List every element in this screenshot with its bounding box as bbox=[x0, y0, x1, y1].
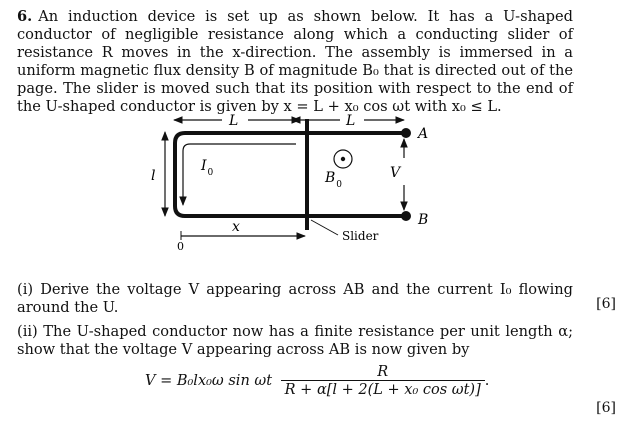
equation-numerator: R bbox=[377, 364, 389, 380]
part-i-text: (i) Derive the voltage V appearing across AB and the current I₀ flowing around the U. bbox=[17, 281, 573, 316]
equation bbox=[145, 364, 489, 398]
terminal-a-dot bbox=[401, 128, 411, 138]
label-V: V bbox=[390, 165, 401, 181]
label-slider: Slider bbox=[342, 229, 379, 243]
equation-denominator: R + α[l + 2(L + x₀ cos ωt)] bbox=[281, 380, 485, 398]
part-ii-marks: [6] bbox=[596, 400, 616, 416]
part-i-marks: [6] bbox=[596, 296, 616, 312]
question-number: 6. bbox=[17, 8, 33, 25]
label-x: x bbox=[232, 219, 240, 235]
label-l: l bbox=[151, 168, 156, 184]
label-I0: $I_0$ bbox=[201, 158, 214, 178]
equation-end: . bbox=[484, 373, 490, 389]
label-B: B bbox=[418, 212, 429, 228]
label-B0: $B_0$ bbox=[325, 170, 343, 190]
current-loop-arrow bbox=[183, 144, 296, 205]
question-intro-text: An induction device is set up as shown below. It has a U-shaped conductor of negligible resistance along which a conducting slider of resistance R moves in the x-direction. The assembly is immersed in a uniform magnetic flux density B of magnitude B₀ that is directed out of the page. The slider is moved such that its position with respect to the end of the U-shaped conductor is given by x = L + x₀ cos ωt with x₀ ≤ L. bbox=[17, 8, 573, 115]
part-ii-text: (ii) The U-shaped conductor now has a finite resistance per unit length α; show that the voltage V appearing across AB is now given by bbox=[17, 323, 573, 358]
label-L-left: L bbox=[229, 113, 239, 129]
label-A: A bbox=[418, 126, 429, 142]
slider-leader-line bbox=[311, 220, 338, 235]
label-L-right: L bbox=[346, 113, 356, 129]
field-out-of-page-dot bbox=[341, 157, 345, 161]
label-origin: 0 bbox=[177, 240, 184, 253]
equation-fraction bbox=[281, 364, 485, 398]
terminal-b-dot bbox=[401, 211, 411, 221]
equation-lhs: V = B₀lx₀ω sin ωt bbox=[145, 373, 273, 389]
